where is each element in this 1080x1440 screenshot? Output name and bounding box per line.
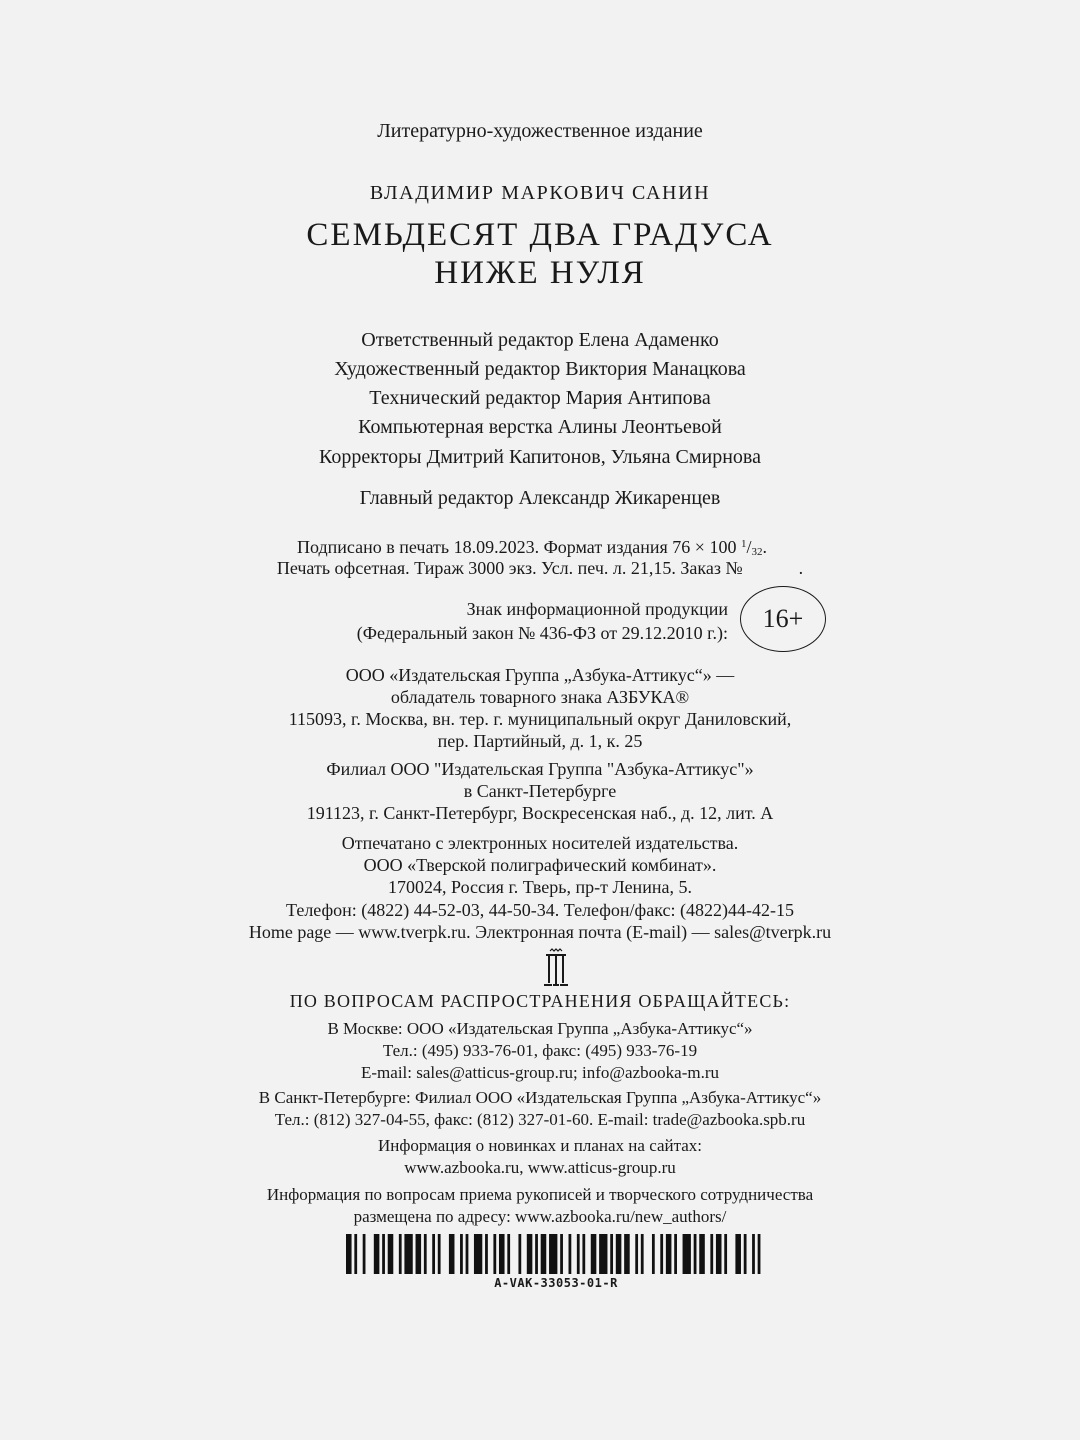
printer-line: Отпечатано с электронных носителей издательства. [341, 833, 739, 853]
info-product-label: Знак информационной продукции [466, 599, 728, 619]
federal-law-label: (Федеральный закон № 436-ФЗ от 29.12.2010 г.): [356, 623, 728, 643]
credit-line: Художественный редактор Виктория Манацкова [334, 358, 746, 380]
publisher-line: обладатель товарного знака АЗБУКА® [390, 687, 690, 707]
barcode-icon [346, 1234, 766, 1274]
distribution-spb-line: В Санкт-Петербурге: Филиал ООО «Издательская Группа „Азбука-Аттикус“» [258, 1088, 822, 1107]
publisher-line: ООО «Издательская Группа „Азбука-Аттикус“» — [345, 665, 735, 685]
barcode-code: A-VAK-33053-01-R [494, 1276, 618, 1290]
branch-line: 191123, г. Санкт-Петербург, Воскресенская наб., д. 12, лит. А [306, 803, 774, 823]
publisher-monogram-icon [538, 948, 574, 988]
sites-line: www.azbooka.ru, www.atticus-group.ru [404, 1158, 676, 1177]
distribution-heading: ПО ВОПРОСАМ РАСПРОСТРАНЕНИЯ ОБРАЩАЙТЕСЬ: [289, 991, 791, 1011]
manuscripts-line: размещена по адресу: www.azbooka.ru/new_authors/ [353, 1207, 727, 1226]
distribution-spb-line: Тел.: (812) 327-04-55, факс: (812) 327-01-60. E-mail: trade@azbooka.spb.ru [274, 1110, 806, 1129]
printer-line: 170024, Россия г. Тверь, пр-т Ленина, 5. [388, 877, 692, 897]
credit-line: Корректоры Дмитрий Капитонов, Ульяна Смирнова [319, 446, 761, 468]
branch-line: в Санкт-Петербурге [463, 781, 617, 801]
credit-line: Компьютерная верстка Алины Леонтьевой [358, 416, 722, 438]
branch-line: Филиал ООО "Издательская Группа "Азбука-Аттикус"» [326, 759, 754, 779]
printer-line: ООО «Тверской полиграфический комбинат». [363, 855, 717, 875]
credit-line: Ответственный редактор Елена Адаменко [361, 329, 719, 351]
printer-line: Home page — www.tverpk.ru. Электронная почта (E-mail) — sales@tverpk.ru [248, 922, 832, 942]
distribution-moscow-line: В Москве: ООО «Издательская Группа „Азбука-Аттикус“» [327, 1019, 753, 1038]
credit-line: Технический редактор Мария Антипова [369, 387, 711, 409]
book-title-line-1: СЕМЬДЕСЯТ ДВА ГРАДУСА [306, 217, 774, 253]
age-rating-badge: 16+ [740, 586, 826, 652]
publisher-line: 115093, г. Москва, вн. тер. г. муниципальный округ Даниловский, [288, 709, 792, 729]
book-title-line-2: НИЖЕ НУЛЯ [434, 255, 646, 291]
author-name: ВЛАДИМИР МАРКОВИЧ САНИН [369, 182, 711, 204]
sites-line: Информация о новинках и планах на сайтах: [377, 1136, 702, 1155]
distribution-moscow-line: E-mail: sales@atticus-group.ru; info@azbooka-m.ru [361, 1063, 719, 1082]
print-info-line-2: Печать офсетная. Тираж 3000 экз. Усл. печ. л. 21,15. Заказ № . [276, 558, 804, 578]
publisher-line: пер. Партийный, д. 1, к. 25 [437, 731, 643, 751]
genre-label: Литературно-художественное издание [377, 120, 703, 142]
printer-line: Телефон: (4822) 44-52-03, 44-50-34. Телефон/факс: (4822)44-42-15 [286, 900, 794, 920]
manuscripts-line: Информация по вопросам приема рукописей и творческого сотрудничества [266, 1185, 814, 1204]
print-info-line-1: Подписано в печать 18.09.2023. Формат издания 76 × 100 $^1/_{32}$. [297, 537, 767, 558]
distribution-moscow-line: Тел.: (495) 933-76-01, факс: (495) 933-76-19 [382, 1041, 698, 1060]
chief-editor: Главный редактор Александр Жикаренцев [359, 487, 721, 509]
